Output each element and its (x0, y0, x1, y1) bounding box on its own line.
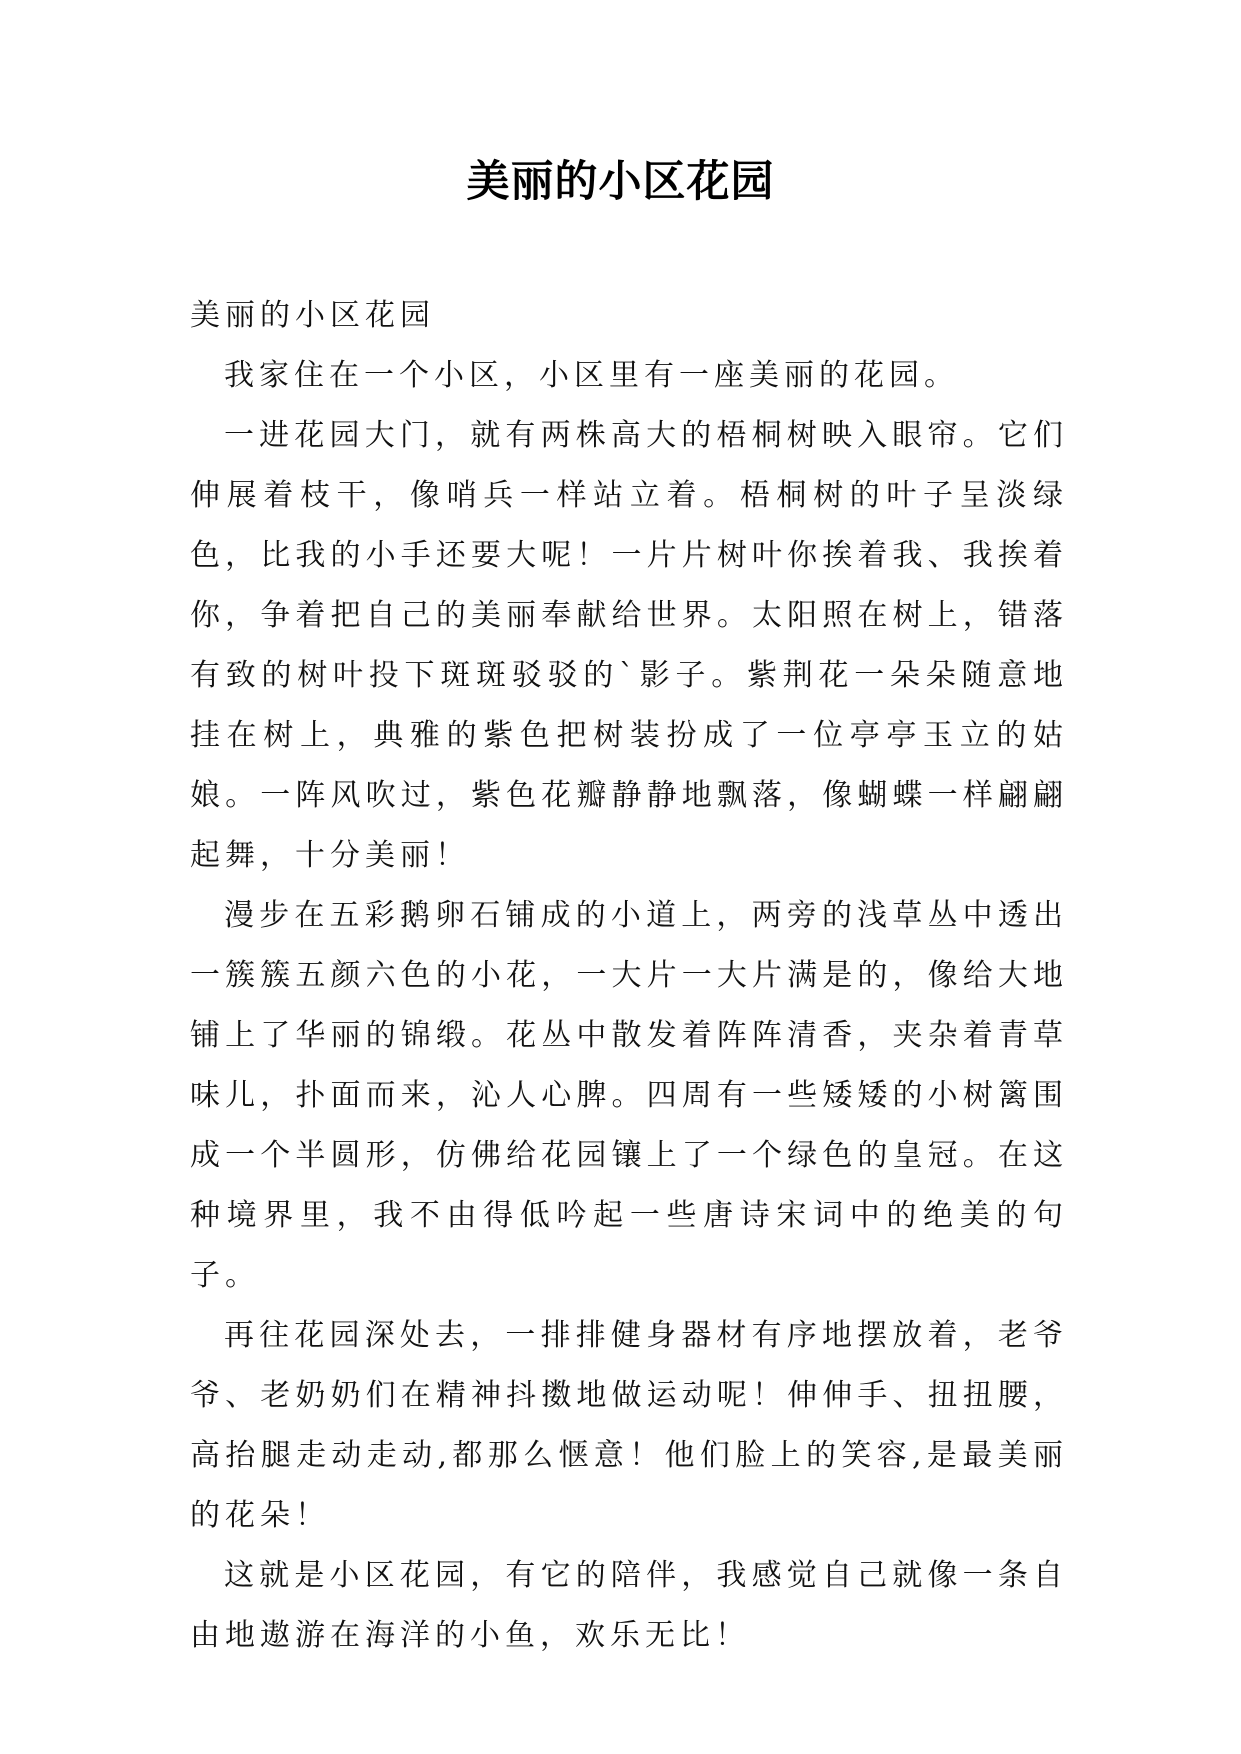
essay-heading: 美丽的小区花园 (190, 298, 435, 333)
document-body (190, 286, 1068, 1666)
document-title: 美丽的小区花园 (466, 157, 775, 207)
paragraph-3: 漫步在五彩鹅卵石铺成的小道上，两旁的浅草丛中透出一簇簇五颜六色的小花，一大片一大片满是的，像给大地铺上了华丽的锦缎。花丛中散发着阵阵清香，夹杂着青草味儿，扑面而来，沁人心脾。四周有一些矮矮的小树篱围成一个半圆形，仿佛给花园镶上了一个绿色的皇冠。在这种境界里，我不由得低吟起一些唐诗宋词中的绝美的句子。 (190, 898, 1068, 1293)
paragraph-1: 我家住在一个小区，小区里有一座美丽的花园。 (224, 358, 959, 393)
paragraph-2: 一进花园大门，就有两株高大的梧桐树映入眼帘。它们伸展着枝干，像哨兵一样站立着。梧桐树的叶子呈淡绿色，比我的小手还要大呢！一片片树叶你挨着我、我挨着你，争着把自己的美丽奉献给世界。太阳照在树上，错落有致的树叶投下斑斑驳驳的`影子。紫荆花一朵朵随意地挂在树上，典雅的紫色把树装扮成了一位亭亭玉立的姑娘。一阵风吹过，紫色花瓣静静地飘落，像蝴蝶一样翩翩起舞，十分美丽！ (190, 418, 1068, 873)
paragraph-4: 再往花园深处去，一排排健身器材有序地摆放着，老爷爷、老奶奶们在精神抖擞地做运动呢！伸伸手、扭扭腰，高抬腿走动走动,都那么惬意！他们脸上的笑容,是最美丽的花朵！ (190, 1318, 1068, 1533)
paragraph-5: 这就是小区花园，有它的陪伴，我感觉自己就像一条自由地遨游在海洋的小鱼，欢乐无比！ (190, 1558, 1068, 1653)
